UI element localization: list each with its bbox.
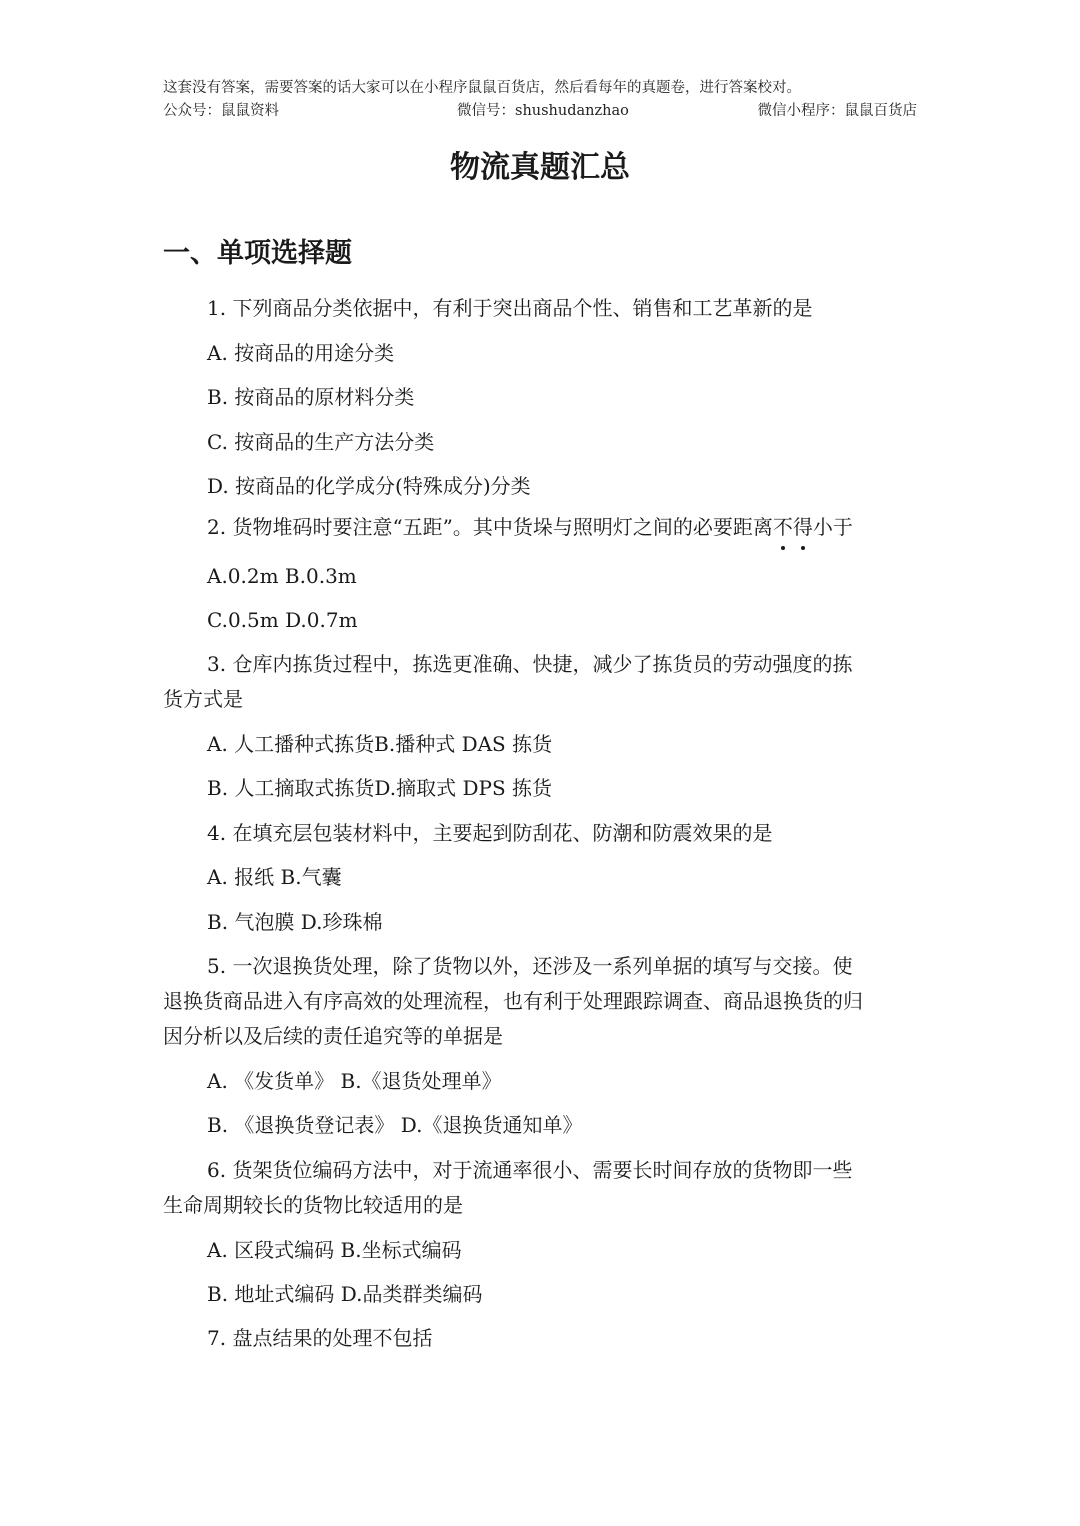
header-contacts	[163, 101, 917, 121]
section-heading: 一、单项选择题	[163, 238, 352, 269]
public-account-text: 公众号：鼠鼠资料	[163, 103, 279, 119]
question-6-options-cd: B. 地址式编码 D.品类群类编码	[207, 1282, 483, 1306]
question-3-stem: 3. 仓库内拣货过程中，拣选更准确、快捷，减少了拣货员的劳动强度的拣	[207, 652, 853, 676]
question-5-stem: 5. 一次退换货处理，除了货物以外，还涉及一系列单据的填写与交接。使	[207, 954, 853, 978]
question-3-stem-cont: 货方式是	[163, 687, 243, 711]
wechat-id-text: 微信号：shushudanzhao	[457, 103, 629, 119]
question-3-options-cd: B. 人工摘取式拣货D.摘取式 DPS 拣货	[207, 776, 552, 800]
question-1-option-a: A. 按商品的用途分类	[207, 341, 395, 365]
question-2-options-ab: A.0.2m B.0.3m	[207, 564, 357, 588]
question-4-options-ab: A. 报纸 B.气囊	[207, 865, 342, 889]
question-5-stem-cont-1: 退换货商品进入有序高效的处理流程，也有利于处理跟踪调查、商品退换货的归	[163, 989, 863, 1013]
question-5-options-ab: A. 《发货单》 B.《退货处理单》	[207, 1069, 502, 1093]
emphasis-char: 得	[793, 512, 813, 542]
document-title: 物流真题汇总	[450, 150, 630, 185]
mini-program-text: 微信小程序：鼠鼠百货店	[757, 103, 917, 119]
question-6-stem-cont: 生命周期较长的货物比较适用的是	[163, 1193, 463, 1217]
question-6-stem: 6. 货架货位编码方法中，对于流通率很小、需要长时间存放的货物即一些	[207, 1158, 853, 1182]
header-notice: 这套没有答案，需要答案的话大家可以在小程序鼠鼠百货店，然后看每年的真题卷，进行答案校对。	[163, 80, 801, 96]
question-2-tail: 小于	[812, 515, 853, 539]
question-4-stem: 4. 在填充层包装材料中，主要起到防刮花、防潮和防震效果的是	[207, 821, 773, 845]
question-1-stem: 1. 下列商品分类依据中，有利于突出商品个性、销售和工艺革新的是	[207, 296, 813, 320]
question-2-options-cd: C.0.5m D.0.7m	[207, 608, 358, 632]
emphasis-char: 不	[773, 512, 793, 542]
question-2-text: 2. 货物堆码时要注意“五距”。其中货垛与照明灯之间的必要距离	[207, 515, 773, 539]
question-6-options-ab: A. 区段式编码 B.坐标式编码	[207, 1238, 462, 1262]
question-1-option-d: D. 按商品的化学成分(特殊成分)分类	[207, 474, 531, 498]
emphasis-mark-text	[773, 515, 813, 539]
question-4-options-cd: B. 气泡膜 D.珍珠棉	[207, 910, 383, 934]
question-5-stem-cont-2: 因分析以及后续的责任追究等的单据是	[163, 1024, 503, 1048]
question-5-options-cd: B. 《退换货登记表》 D.《退换货通知单》	[207, 1113, 583, 1137]
question-1-option-b: B. 按商品的原材料分类	[207, 385, 415, 409]
question-7-stem: 7. 盘点结果的处理不包括	[207, 1326, 433, 1350]
question-2-stem	[207, 512, 853, 542]
question-3-options-ab: A. 人工播种式拣货B.播种式 DAS 拣货	[207, 732, 553, 756]
question-1-option-c: C. 按商品的生产方法分类	[207, 430, 435, 454]
